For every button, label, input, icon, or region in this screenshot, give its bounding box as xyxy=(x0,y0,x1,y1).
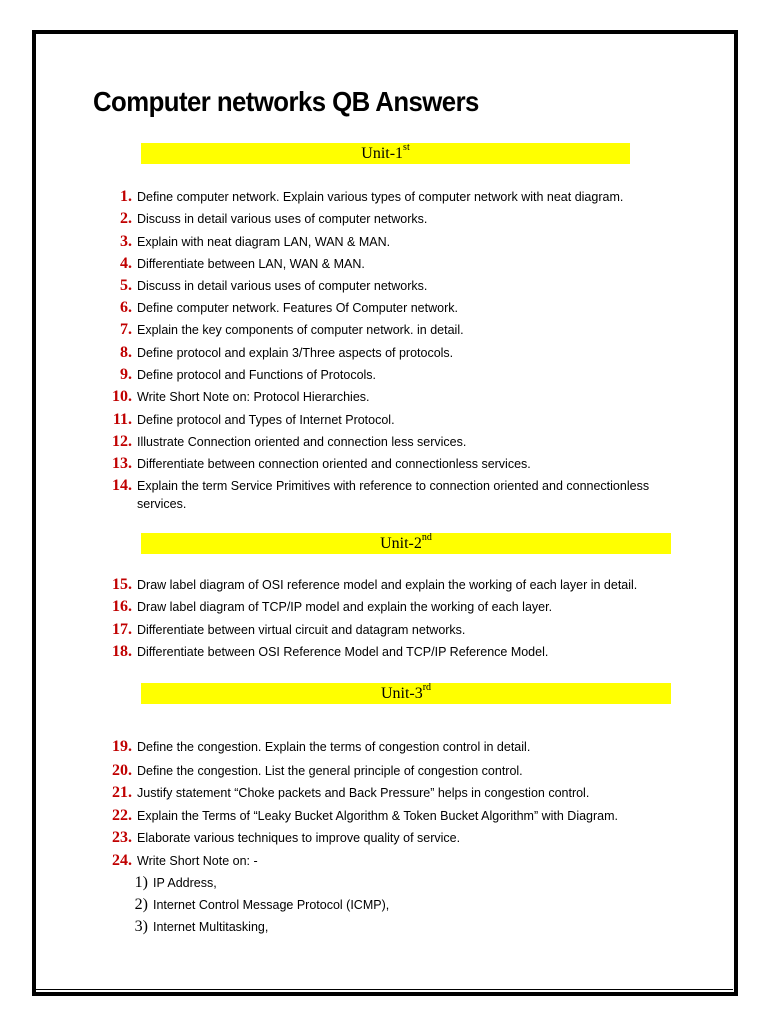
question-number: 18. xyxy=(112,643,132,660)
unit-label: Unit-1 xyxy=(361,145,404,162)
question-number: 14. xyxy=(112,477,132,494)
question-text: Elaborate various techniques to improve quality of service. xyxy=(137,831,461,845)
unit-label: Unit-2 xyxy=(380,535,422,552)
question-number: 12. xyxy=(112,433,132,450)
question-number: 17. xyxy=(112,621,132,638)
question-number: 20. xyxy=(112,762,132,779)
question-number: 5. xyxy=(120,277,132,294)
question-text: Explain the term Service Primitives with reference to connection oriented and connectionless services. xyxy=(137,479,650,511)
question-number: 16. xyxy=(112,598,132,615)
question-text: Justify statement “Choke packets and Back Pressure” helps in congestion control. xyxy=(137,786,590,800)
question-number: 7. xyxy=(120,321,132,338)
sub-item-text: Internet Control Message Protocol (ICMP), xyxy=(153,898,390,912)
question-number: 2. xyxy=(120,210,132,227)
question-text: Draw label diagram of TCP/IP model and explain the working of each layer. xyxy=(137,600,553,614)
question-text: Explain the key components of computer network. in detail. xyxy=(137,323,464,337)
question-text: Define protocol and Functions of Protocols. xyxy=(137,368,377,382)
sub-item-number: 2) xyxy=(134,896,148,913)
question-number: 23. xyxy=(112,829,132,846)
question-text: Define the congestion. List the general principle of congestion control. xyxy=(137,764,523,778)
question-number: 9. xyxy=(120,366,132,383)
question-text: Discuss in detail various uses of computer networks. xyxy=(137,279,428,293)
document-title: Computer networks QB Answers xyxy=(93,86,479,117)
question-text: Define protocol and Types of Internet Protocol. xyxy=(137,413,395,427)
question-text: Write Short Note on: - xyxy=(137,854,258,868)
question-text: Define computer network. Features Of Computer network. xyxy=(137,301,458,315)
question-text: Define protocol and explain 3/Three aspects of protocols. xyxy=(137,346,454,360)
question-number: 6. xyxy=(120,299,132,316)
unit-label: Unit-3 xyxy=(380,685,423,702)
unit-ordinal: nd xyxy=(421,531,432,543)
question-text: Differentiate between OSI Reference Model and TCP/IP Reference Model. xyxy=(137,645,549,659)
question-text: Draw label diagram of OSI reference model and explain the working of each layer in detail. xyxy=(137,578,638,592)
question-text: Explain with neat diagram LAN, WAN & MAN. xyxy=(137,235,391,249)
question-number: 24. xyxy=(112,852,132,869)
question-number: 11. xyxy=(112,411,132,428)
sub-item-number: 1) xyxy=(134,874,148,891)
unit-ordinal: rd xyxy=(422,681,432,693)
question-text: Define the congestion. Explain the terms of congestion control in detail. xyxy=(137,740,531,754)
question-text: Differentiate between LAN, WAN & MAN. xyxy=(137,257,365,271)
question-text: Explain the Terms of “Leaky Bucket Algorithm & Token Bucket Algorithm” with Diagram. xyxy=(137,809,618,823)
page-border-bottom-line xyxy=(35,989,733,990)
question-text: Differentiate between virtual circuit and datagram networks. xyxy=(137,623,466,637)
question-number: 8. xyxy=(120,344,132,361)
unit-3-banner xyxy=(141,683,671,704)
question-number: 3. xyxy=(120,233,132,250)
question-text: Illustrate Connection oriented and connection less services. xyxy=(137,435,467,449)
unit-2-banner xyxy=(141,533,671,554)
question-number: 10. xyxy=(112,388,132,405)
question-text: Define computer network. Explain various types of computer network with neat diagram. xyxy=(137,190,624,204)
question-text: Write Short Note on: Protocol Hierarchies. xyxy=(137,390,370,404)
unit-1-banner xyxy=(141,143,630,164)
sub-item-number: 3) xyxy=(134,918,148,935)
question-number: 21. xyxy=(112,784,132,801)
question-number: 19. xyxy=(112,738,132,755)
question-number: 1. xyxy=(120,188,132,205)
sub-item-text: IP Address, xyxy=(153,876,217,890)
sub-item-text: Internet Multitasking, xyxy=(153,920,269,934)
question-text: Differentiate between connection oriented and connectionless services. xyxy=(137,457,531,471)
question-number: 15. xyxy=(112,576,132,593)
question-number: 22. xyxy=(112,807,132,824)
question-text: Discuss in detail various uses of computer networks. xyxy=(137,212,428,226)
question-number: 13. xyxy=(112,455,132,472)
question-number: 4. xyxy=(120,255,132,272)
unit-ordinal: st xyxy=(403,141,410,153)
